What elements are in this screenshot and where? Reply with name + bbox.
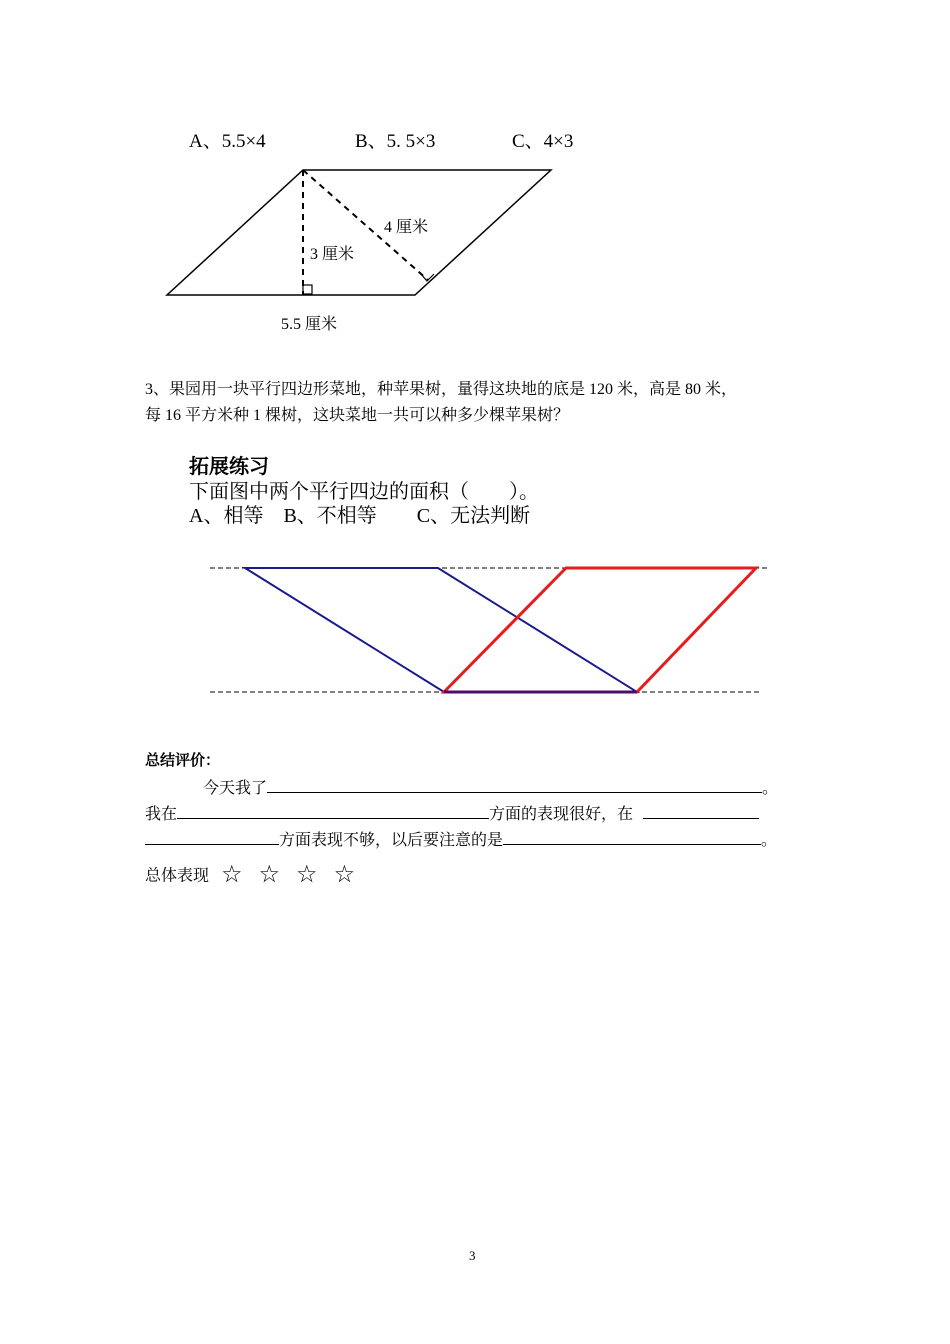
overall-rating	[145, 860, 355, 888]
summary-blank-1[interactable]	[267, 774, 762, 793]
summary-blank-5[interactable]	[503, 826, 761, 845]
summary-line1	[203, 774, 778, 798]
extension-question: 下面图中两个平行四边的面积（ ）。	[189, 481, 539, 503]
summary-line3-suffix: 。	[761, 832, 778, 849]
star-icon[interactable]: ☆	[221, 860, 243, 888]
option-c: C、4×3	[512, 131, 574, 152]
page-number: 3	[469, 1248, 476, 1263]
summary-title: 总结评价：	[145, 751, 221, 769]
question-3-line2: 每 16 平方米种 1 棵树，这块菜地一共可以种多少棵苹果树？	[145, 407, 570, 424]
summary-line3	[145, 826, 777, 850]
extension-title: 拓展练习	[189, 456, 269, 478]
option-b: B、5. 5×3	[355, 131, 436, 152]
summary-blank-2[interactable]	[177, 800, 489, 819]
summary-blank-3[interactable]	[643, 800, 759, 819]
summary-line3-middle: 方面表现不够，以后要注意的是	[279, 832, 504, 849]
slant-height-label: 4 厘米	[384, 219, 429, 236]
question-3-line1: 3、果园用一块平行四边形菜地，种苹果树，量得这块地的底是 120 米，高是 80 米，	[145, 381, 738, 398]
summary-line2-prefix: 我在	[145, 806, 178, 823]
summary-line1-prefix: 今天我了	[203, 780, 268, 797]
overall-label: 总体表现	[145, 867, 210, 885]
extension-options: A、相等 B、不相等 C、无法判断	[189, 505, 531, 527]
star-icon[interactable]: ☆	[333, 860, 356, 888]
summary-line1-suffix: 。	[762, 780, 779, 797]
blue-parallelogram	[245, 568, 637, 692]
base-label: 5.5 厘米	[281, 316, 338, 333]
summary-blank-4[interactable]	[145, 826, 279, 845]
summary-line2-middle: 方面的表现很好，在	[489, 806, 634, 823]
red-parallelogram	[444, 568, 756, 692]
height-label: 3 厘米	[310, 246, 355, 263]
star-icon[interactable]: ☆	[296, 860, 318, 888]
star-icon[interactable]: ☆	[258, 860, 281, 888]
summary-line2	[145, 800, 759, 824]
option-a: A、5.5×4	[189, 131, 266, 152]
